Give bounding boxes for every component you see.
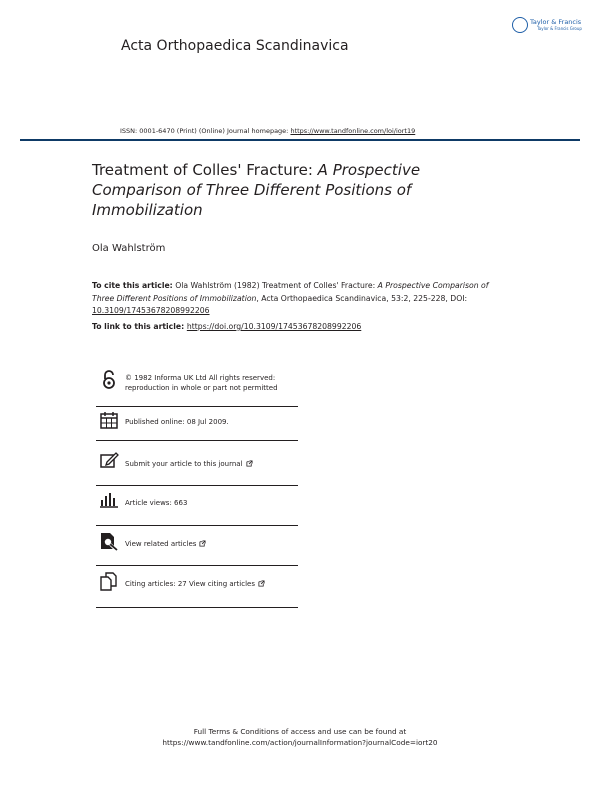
open-access-icon (98, 370, 120, 390)
article-views-text: Article views: 663 (125, 499, 188, 507)
publisher-logo[interactable] (512, 17, 584, 37)
copyright-line-2: reproduction in whole or part not permitted (125, 384, 278, 392)
external-link-icon (199, 540, 206, 547)
link-label: To link to this article: (92, 322, 187, 331)
citing-articles-link[interactable] (125, 579, 265, 589)
publisher-logo-subtitle: Taylor & Francis Group (537, 26, 582, 31)
submit-article-link[interactable] (125, 459, 253, 469)
divider (96, 565, 298, 566)
citation-italic-title: A Prospective Comparison of Three Different Positions of Immobilization (92, 281, 489, 303)
footer-terms-text: Full Terms & Conditions of access and use can be found at (193, 727, 407, 736)
article-doi-url[interactable]: https://doi.org/10.3109/17453678208992206 (186, 322, 362, 331)
footer-terms-url[interactable]: https://www.tandfonline.com/action/journalInformation?journalCode=iort20 (162, 738, 438, 747)
search-document-icon (98, 531, 120, 551)
related-articles-link[interactable] (125, 539, 206, 549)
copyright-line-1: © 1982 Informa UK Ltd All rights reserved: (125, 374, 276, 382)
divider (96, 440, 298, 441)
issn-text: ISSN: 0001-6470 (Print) (Online) Journal homepage: (120, 127, 291, 135)
citation-label: To cite this article: (92, 281, 173, 290)
journal-homepage-link[interactable]: https://www.tandfonline.com/loi/iort19 (290, 127, 416, 135)
external-link-icon (246, 460, 253, 467)
citation-text-2: , Acta Orthopaedica Scandinavica, 53:2, 225-228, DOI: (256, 293, 468, 303)
article-title-subtitle: A Prospective Comparison of Three Different Positions of Immobilization (92, 161, 421, 219)
citation-doi-link[interactable]: 10.3109/17453678208992206 (92, 306, 210, 315)
external-link-icon (258, 580, 265, 587)
citation-text-1: Ola Wahlström (1982) Treatment of Colles' Fracture: (172, 281, 378, 290)
journal-title: Acta Orthopaedica Scandinavica (121, 38, 349, 54)
related-articles-text: View related articles (125, 540, 197, 548)
bar-chart-icon (98, 490, 120, 510)
divider (96, 525, 298, 526)
edit-icon (98, 450, 120, 470)
header-divider (20, 139, 580, 141)
citing-articles-icon (98, 571, 120, 591)
footer (0, 726, 600, 748)
publisher-logo-icon (512, 17, 528, 33)
divider (96, 406, 298, 407)
divider (96, 485, 298, 486)
article-title-main: Treatment of Colles' Fracture: (92, 161, 318, 179)
publisher-logo-name: Taylor & Francis (530, 18, 582, 26)
published-online-text: Published online: 08 Jul 2009. (125, 418, 229, 426)
author-name: Ola Wahlström (92, 243, 166, 254)
divider (96, 607, 298, 608)
citing-articles-text: Citing articles: 27 View citing articles (125, 580, 255, 588)
calendar-icon (98, 410, 120, 430)
citation-block (92, 280, 512, 318)
article-title (92, 160, 492, 220)
issn-line (120, 127, 415, 135)
submit-article-text: Submit your article to this journal (125, 460, 243, 468)
link-to-article (92, 322, 361, 331)
